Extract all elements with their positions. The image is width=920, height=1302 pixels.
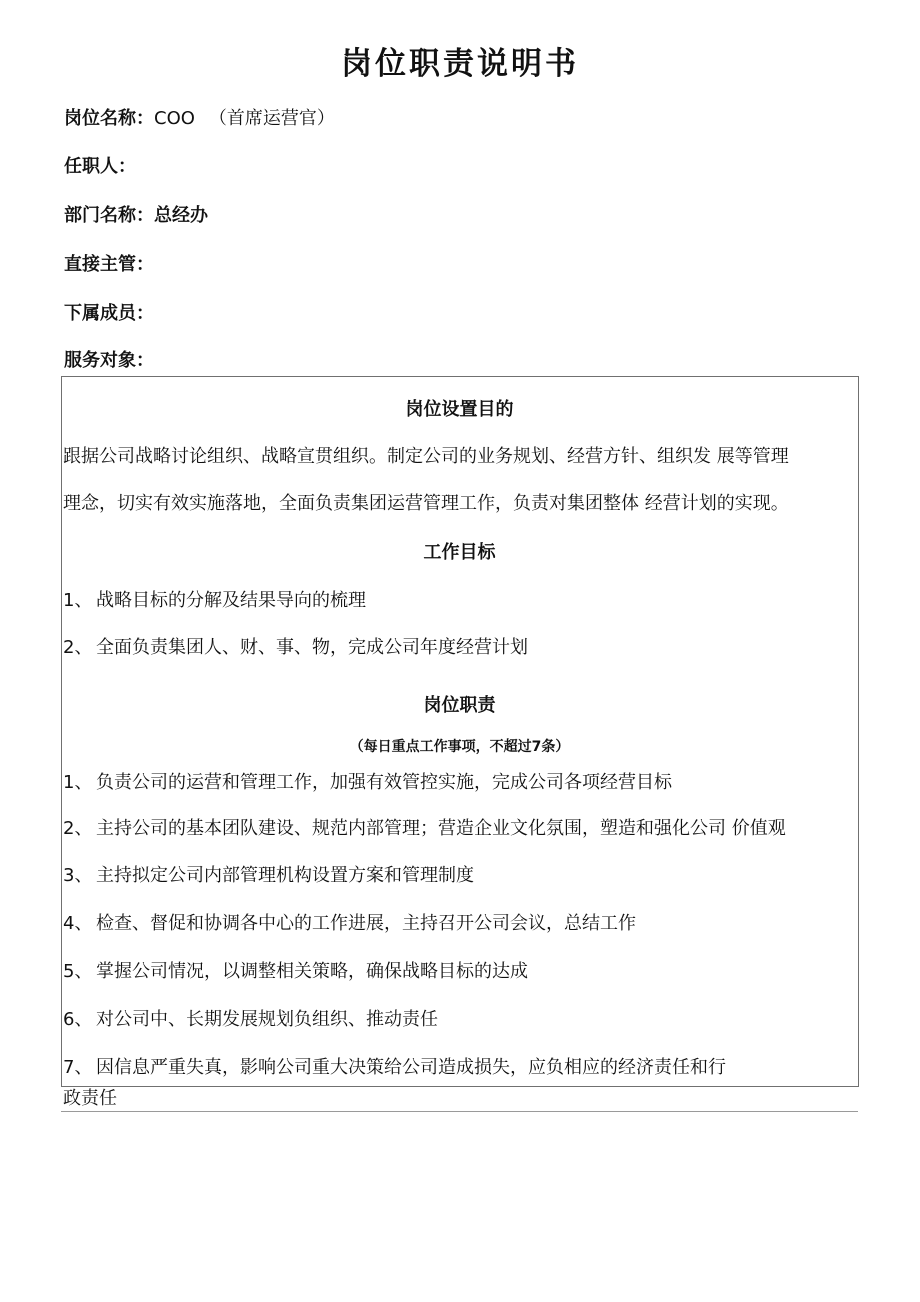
subordinates-label: 下属成员：: [64, 303, 154, 324]
duty-item: [63, 960, 528, 984]
position-label: 岗位名称：: [64, 108, 154, 129]
duty-item-text: 负责公司的运营和管理工作，加强有效管控实施，完成公司各项经营目标: [96, 772, 672, 793]
duty-item-text: 主持公司的基本团队建设、规范内部管理；营造企业文化氛围，塑造和强化公司 价值观: [96, 818, 786, 839]
duty-item-num: 4、: [63, 913, 93, 934]
department-label: 部门名称：: [64, 205, 154, 226]
position-value: COO: [154, 108, 195, 129]
goal-item-text: 战略目标的分解及结果导向的梳理: [96, 590, 366, 611]
duty-item-num: 2、: [63, 818, 93, 839]
goal-item-text: 全面负责集团人、财、事、物，完成公司年度经营计划: [96, 637, 528, 658]
duty-item-text: 对公司中、长期发展规划负组织、推动责任: [96, 1009, 438, 1030]
duty-item: [63, 771, 672, 795]
duty-item-text: 掌握公司情况，以调整相关策略，确保战略目标的达成: [96, 961, 528, 982]
serves-label: 服务对象：: [64, 350, 154, 371]
purpose-heading: 岗位设置目的: [405, 399, 514, 420]
duties-note: （每日重点工作事项，不超过7条）: [349, 739, 570, 755]
info-position: [64, 107, 335, 131]
duty-item-num: 6、: [63, 1009, 93, 1030]
duty-item-num: 3、: [63, 865, 93, 886]
department-value: 总经办: [154, 205, 208, 226]
purpose-line: 跟据公司战略讨论组织、战略宣贯组织。制定公司的业务规划、经营方针、组织发 展等管理: [63, 446, 789, 467]
duty-item: [63, 864, 474, 888]
duties-heading: 岗位职责: [423, 695, 496, 716]
duty-item-num: 1、: [63, 772, 93, 793]
goals-heading: 工作目标: [423, 542, 496, 563]
position-note: （首席运营官）: [208, 108, 335, 129]
duty-item: [63, 912, 636, 936]
duty-item: [63, 1008, 438, 1032]
page-title: 岗位职责说明书: [341, 46, 579, 82]
duty-item: [63, 817, 786, 841]
purpose-line: 理念，切实有效实施落地，全面负责集团运营管理工作，负责对集团整体 经营计划的实现。: [63, 493, 789, 514]
info-supervisor: [64, 253, 154, 277]
incumbent-label: 任职人：: [64, 156, 136, 177]
duty-item: [63, 1056, 726, 1080]
goal-item: [63, 636, 528, 660]
duty-item-num: 5、: [63, 961, 93, 982]
info-incumbent: [64, 155, 136, 179]
duty-item-num: 7、: [63, 1057, 93, 1078]
duty-overflow-text: 政责任: [63, 1088, 117, 1109]
bottom-rule: [61, 1111, 858, 1112]
goal-item-num: 1、: [63, 590, 93, 611]
supervisor-label: 直接主管：: [64, 254, 154, 275]
info-department: [64, 204, 208, 228]
goal-item-num: 2、: [63, 637, 93, 658]
info-subordinates: [64, 302, 154, 326]
goal-item: [63, 589, 366, 613]
duty-item-text: 因信息严重失真，影响公司重大决策给公司造成损失，应负相应的经济责任和行: [96, 1057, 726, 1078]
duty-item-text: 检查、督促和协调各中心的工作进展，主持召开公司会议，总结工作: [96, 913, 636, 934]
duty-item-text: 主持拟定公司内部管理机构设置方案和管理制度: [96, 865, 474, 886]
info-serves: [64, 349, 154, 373]
